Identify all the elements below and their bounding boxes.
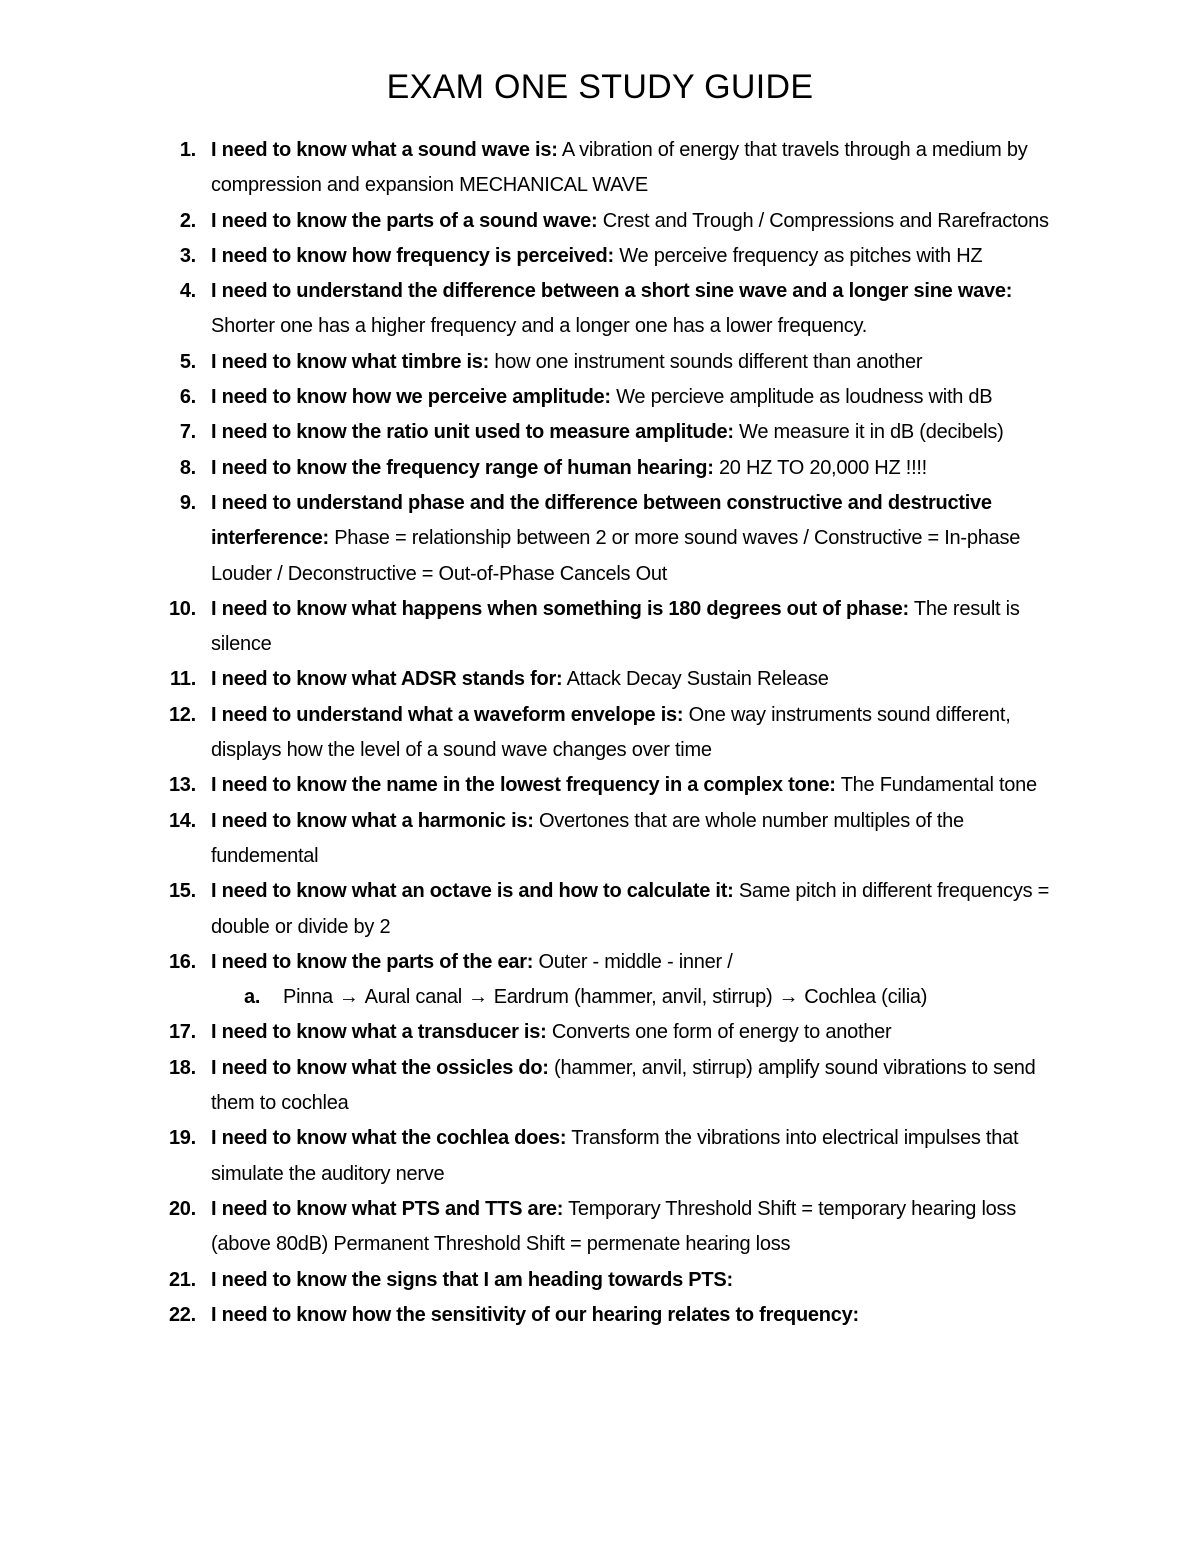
question-number: 1. (179, 139, 196, 161)
question-text: I need to know what a transducer is: (211, 1021, 547, 1044)
study-question-item (0, 239, 1076, 274)
study-question-item (0, 1263, 1076, 1298)
right-arrow-icon: → (778, 986, 799, 1009)
study-question-item (0, 274, 1076, 345)
question-text: I need to know what ADSR stands for: (211, 668, 563, 691)
question-number: 17. (168, 1021, 196, 1044)
question-text: I need to know what PTS and TTS are: (211, 1197, 564, 1220)
study-question-item (0, 945, 1076, 1016)
question-number: 14. (168, 809, 196, 832)
answer-text: The Fundamental tone (840, 774, 1037, 797)
answer-text: We measure it in dB (decibels) (739, 421, 1004, 444)
answer-text: The result is silence (211, 597, 1020, 656)
question-text: I need to know how the sensitivity of our hearing relates to frequency: (211, 1303, 859, 1326)
question-number: 12. (168, 703, 196, 726)
study-question-item (0, 1192, 1076, 1263)
question-text: I need to know what an octave is and how to calculate it: (211, 880, 734, 903)
study-question-item (0, 380, 1076, 415)
question-text: I need to know how we perceive amplitude: (211, 386, 611, 409)
question-number: 8. (179, 456, 196, 479)
question-text: I need to know the ratio unit used to measure amplitude: (211, 421, 734, 444)
question-number: 15. (168, 880, 196, 903)
study-question-item (0, 874, 1076, 945)
ear-part: Cochlea (cilia) (804, 986, 928, 1009)
study-question-item (0, 1015, 1076, 1050)
question-number: 2. (179, 209, 196, 232)
answer-text: One way instruments sound different, displays how the level of a sound wave changes over time (211, 703, 1011, 762)
question-number: 18. (168, 1056, 196, 1079)
question-text: I need to know the frequency range of human hearing: (211, 456, 714, 479)
study-question-item (0, 345, 1076, 380)
question-number: 6. (179, 386, 196, 409)
answer-text: how one instrument sounds different than another (494, 350, 923, 373)
subitem-label: a. (244, 986, 261, 1009)
answer-text: Outer - middle - inner / (538, 950, 733, 973)
study-question-item (0, 1121, 1076, 1192)
study-question-item (0, 451, 1076, 486)
question-number: 19. (168, 1127, 196, 1150)
study-question-item (0, 662, 1076, 697)
ear-part: Eardrum (hammer, anvil, stirrup) (493, 986, 773, 1009)
answer-text: (hammer, anvil, stirrup) amplify sound vibrations to send them to cochlea (211, 1056, 1036, 1115)
answer-text: Transform the vibrations into electrical impulses that simulate the auditory nerve (211, 1127, 1019, 1185)
question-text: I need to know the parts of the ear: (211, 950, 534, 973)
question-text: I need to understand phase and the difference between constructive and destructive interference: (211, 491, 992, 550)
answer-text: 20 HZ TO 20,000 HZ !!!! (718, 456, 927, 479)
study-question-item (0, 204, 1076, 239)
answer-text: Overtones that are whole number multiples of the fundemental (211, 809, 964, 867)
question-text: I need to know how frequency is perceived: (211, 244, 614, 267)
question-number: 16. (168, 950, 196, 973)
answer-text: Crest and Trough / Compressions and Rarefractons (602, 209, 1049, 232)
study-question-item (0, 1051, 1076, 1122)
study-question-item (0, 804, 1076, 875)
right-arrow-icon: → (338, 986, 359, 1009)
question-text: I need to understand the difference between a short sine wave and a longer sine wave: (211, 280, 1013, 303)
answer-text: Temporary Threshold Shift = temporary hearing loss (above 80dB) Permanent Threshold Shift = permenate hearing loss (211, 1197, 1017, 1256)
question-number: 22. (168, 1303, 196, 1326)
ear-part: Aural canal (364, 986, 462, 1009)
ear-parts-subitem (211, 980, 1076, 1015)
question-text: I need to know what a harmonic is: (211, 809, 534, 832)
question-number: 20. (168, 1197, 196, 1220)
question-number: 4. (179, 280, 196, 303)
question-text: I need to know the parts of a sound wave: (211, 209, 598, 232)
question-text: I need to know the name in the lowest frequency in a complex tone: (211, 774, 836, 797)
answer-text: We perceive frequency as pitches with HZ (619, 244, 983, 267)
question-text: I need to know what the ossicles do: (211, 1056, 549, 1079)
answer-text: Attack Decay Sustain Release (566, 668, 829, 691)
answer-text: Shorter one has a higher frequency and a longer one has a lower frequency. (211, 315, 868, 338)
question-text: I need to understand what a waveform envelope is: (211, 703, 684, 726)
question-number: 13. (168, 774, 196, 797)
study-question-item (0, 486, 1076, 592)
question-number: 9. (179, 491, 196, 514)
question-number: 5. (179, 350, 196, 373)
right-arrow-icon: → (467, 986, 488, 1009)
study-question-list (0, 133, 1200, 1333)
question-text: I need to know what happens when something is 180 degrees out of phase: (211, 597, 909, 620)
answer-text: Phase = relationship between 2 or more sound waves / Constructive = In-phase Louder / Deconstructive = Out-of-Phase Cancels Out (211, 527, 1021, 585)
answer-text: Same pitch in different frequencys = double or divide by 2 (211, 880, 1050, 938)
question-number: 21. (168, 1268, 196, 1291)
study-question-item (0, 133, 1076, 204)
study-question-item (0, 768, 1076, 803)
study-question-item (0, 415, 1076, 450)
question-text: I need to know what the cochlea does: (211, 1127, 567, 1150)
question-text: I need to know the signs that I am heading towards PTS: (211, 1268, 733, 1291)
study-question-item (0, 698, 1076, 769)
question-number: 7. (179, 421, 196, 444)
ear-parts-sublist (211, 980, 1076, 1015)
study-question-item (0, 592, 1076, 663)
answer-text: A vibration of energy that travels through a medium by compression and expansion MECHANICAL WAVE (211, 139, 1028, 197)
answer-text: Converts one form of energy to another (551, 1021, 892, 1044)
answer-text: We percieve amplitude as loudness with dB (616, 386, 993, 409)
question-number: 10. (168, 597, 196, 620)
study-question-item (0, 1298, 1076, 1333)
ear-part: Pinna (283, 986, 333, 1009)
question-number: 3. (179, 244, 196, 267)
question-number: 11. (170, 668, 196, 691)
question-text: I need to know what a sound wave is: (211, 139, 558, 161)
document-title: EXAM ONE STUDY GUIDE (386, 68, 814, 106)
question-text: I need to know what timbre is: (211, 350, 490, 373)
